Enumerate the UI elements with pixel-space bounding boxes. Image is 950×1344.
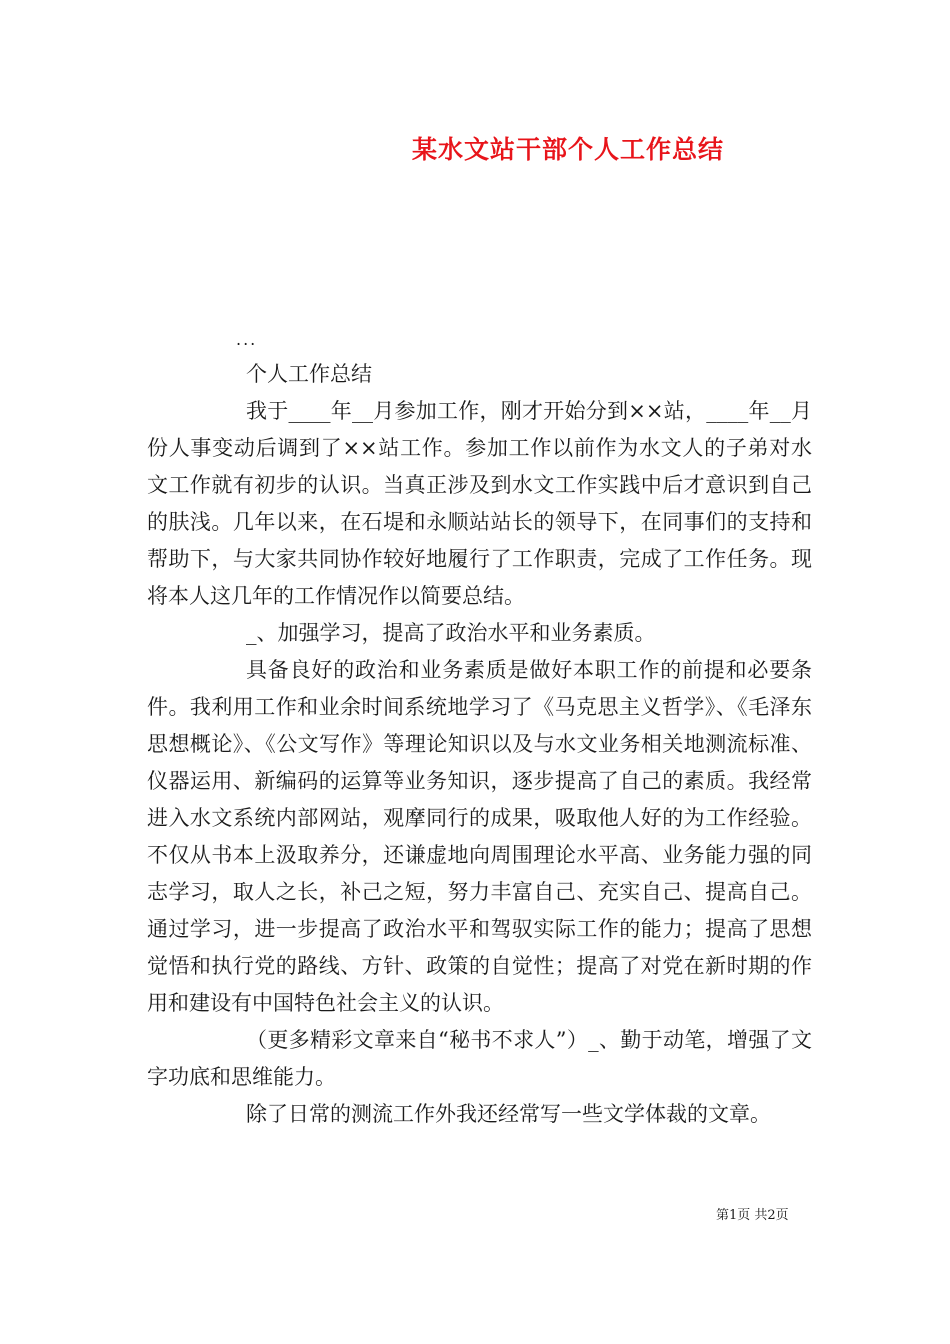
ellipsis-mark: ...	[236, 330, 258, 349]
document-title: 某水文站干部个人工作总结	[412, 135, 725, 164]
section-heading: _、加强学习，提高了政治水平和业务素质。	[246, 621, 656, 645]
page-number-footer: 第1页 共2页	[716, 1208, 789, 1223]
section-heading: 个人工作总结	[246, 362, 372, 386]
body-paragraph: （更多精彩文章来自“秘书不求人”）_、勤于动笔，增强了文字功底和思维能力。	[147, 1028, 812, 1089]
body-paragraph: 我于____年__月参加工作，刚才开始分到××站，____年__月份人事变动后调到了××站工作。参加工作以前作为水文人的子弟对水文工作就有初步的认识。当真正涉及到水文工作实践中后才意识到自己的肤浅。几年以来，在石堤和永顺站站长的领导下，在同事们的支持和帮助下，与大家共同协作较好地履行了工作职责，完成了工作任务。现将本人这几年的工作情况作以简要总结。	[147, 399, 812, 608]
document-body	[147, 356, 812, 1133]
body-paragraph: 具备良好的政治和业务素质是做好本职工作的前提和必要条件。我利用工作和业余时间系统地学习了《马克思主义哲学》、《毛泽东思想概论》、《公文写作》等理论知识以及与水文业务相关地测流标准、仪器运用、新编码的运算等业务知识，逐步提高了自己的素质。我经常进入水文系统内部网站，观摩同行的成果，吸取他人好的为工作经验。不仅从书本上汲取养分，还谦虚地向周围理论水平高、业务能力强的同志学习，取人之长，补己之短，努力丰富自己、充实自己、提高自己。通过学习，进一步提高了政治水平和驾驭实际工作的能力；提高了思想觉悟和执行党的路线、方针、政策的自觉性；提高了对党在新时期的作用和建设有中国特色社会主义的认识。	[147, 658, 812, 1015]
body-paragraph: 除了日常的测流工作外我还经常写一些文学体裁的文章。	[246, 1102, 771, 1126]
